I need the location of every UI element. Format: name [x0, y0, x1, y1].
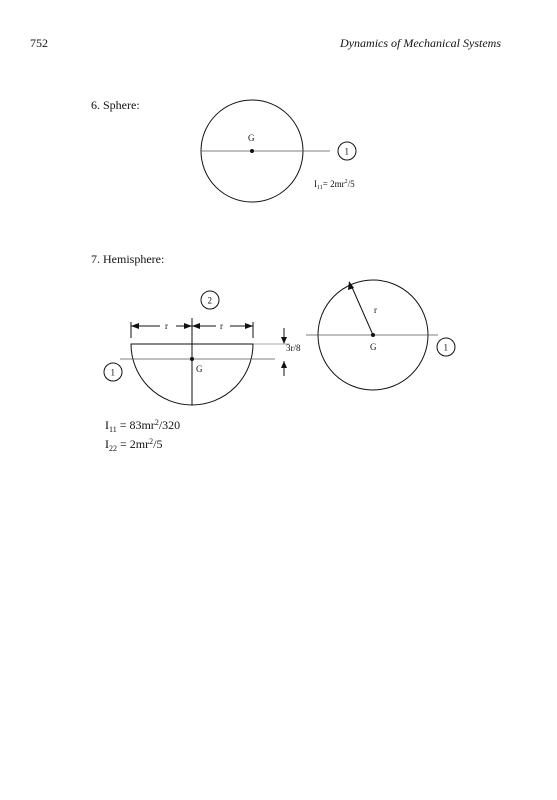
sphere-inertia-mid: = 2mr [322, 179, 345, 189]
hemisphere-axis1-label: 1 [110, 367, 115, 378]
side-view-axis-label: 1 [443, 342, 448, 353]
sphere-center-dot [250, 149, 254, 153]
hemisphere-heading: 7. Hemisphere: [91, 252, 165, 266]
sphere-inertia-suffix: /5 [347, 179, 355, 189]
dim-arrow-left [131, 323, 139, 329]
sphere-inertia-sub: 11 [317, 185, 323, 191]
hemisphere-axis2-label: 2 [207, 295, 212, 306]
side-view-center-dot [371, 333, 375, 337]
side-view-radius-label: r [374, 305, 377, 315]
sphere-figure [201, 100, 356, 202]
dim-arrow-mid-right [192, 323, 200, 329]
radius-left-label: r [165, 321, 168, 331]
sphere-inertia-prefix: I [314, 179, 317, 189]
running-title: Dynamics of Mechanical Systems [340, 36, 501, 50]
formula-i11-sym: I [105, 418, 109, 432]
formula-i11-sub: 11 [109, 425, 117, 434]
hemisphere-center-label: G [196, 364, 203, 374]
formula-i22-eq: = 2mr [117, 437, 150, 451]
sphere-axis-label: 1 [344, 146, 349, 157]
formula-i22 [105, 437, 162, 452]
side-view-center-label: G [370, 342, 377, 352]
offset-label: 3r/8 [286, 343, 301, 353]
sphere-center-label: G [248, 133, 255, 143]
dim-arrow-right [245, 323, 253, 329]
sphere-heading: 6. Sphere: [91, 98, 140, 112]
formula-i11 [105, 418, 180, 433]
formula-i11-tail: /320 [158, 418, 181, 432]
page-number: 752 [30, 36, 48, 50]
hemisphere-center-dot [190, 357, 194, 361]
sphere-inertia-label [314, 179, 355, 191]
hemisphere-figure [104, 280, 455, 405]
formula-i11-eq: = 83mr [116, 418, 155, 432]
side-view-radius-line [351, 285, 373, 335]
dim-arrow-mid-left [184, 323, 192, 329]
formula-i11-exp: 2 [154, 418, 159, 427]
formula-i22-exp: 2 [149, 437, 154, 446]
radius-right-label: r [220, 321, 223, 331]
formula-i22-sub: 22 [109, 444, 117, 453]
offset-arrow-up [281, 361, 287, 368]
formula-i22-sym: I [105, 437, 109, 451]
sphere-inertia-exp: 2 [344, 179, 348, 185]
formula-i22-tail: /5 [153, 437, 163, 451]
